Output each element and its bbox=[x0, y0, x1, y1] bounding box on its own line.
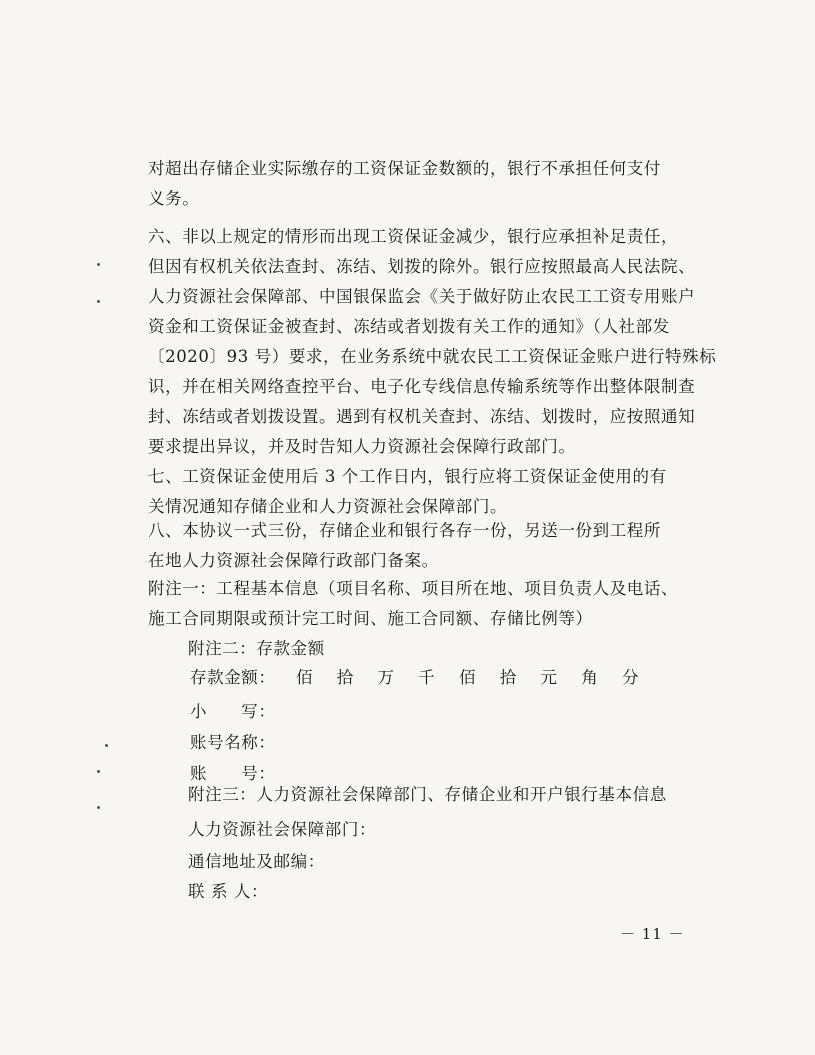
text-line: 关情况通知存储企业和人力资源社会保障部门。 bbox=[148, 497, 508, 516]
note-three-heading: 附注三：人力资源社会保障部门、存储企业和开户银行基本信息 bbox=[188, 785, 667, 804]
text-line: 七、工资保证金使用后 3 个工作日内，银行应将工资保证金使用的有 bbox=[148, 467, 667, 486]
amount-unit: 拾 bbox=[336, 668, 354, 687]
amount-unit: 万 bbox=[377, 668, 394, 687]
text-line: 附注一：工程基本信息（项目名称、项目所在地、项目负责人及电话、 bbox=[148, 579, 679, 598]
amount-unit: 佰 bbox=[459, 668, 476, 687]
text-line: 六、非以上规定的情形而出现工资保证金减少，银行应承担补足责任， bbox=[148, 227, 679, 246]
paragraph-payment-obligation bbox=[148, 154, 661, 214]
contact-label: 联 系 人： bbox=[188, 882, 269, 901]
text-line: 〔2020〕93 号）要求，在业务系统中就农民工工资保证金账户进行特殊标 bbox=[148, 347, 717, 366]
amount-unit: 拾 bbox=[499, 668, 517, 687]
amount-figures-label: 小 写： bbox=[190, 702, 276, 721]
page-number: － 11 － bbox=[620, 925, 685, 943]
account-name-label: 账号名称： bbox=[190, 733, 276, 752]
amount-unit: 分 bbox=[622, 668, 639, 687]
address-label: 通信地址及邮编： bbox=[188, 852, 325, 871]
text-line: 对超出存储企业实际缴存的工资保证金数额的，银行不承担任何支付 bbox=[148, 159, 661, 178]
text-line: 要求提出异议，并及时告知人力资源社会保障行政部门。 bbox=[148, 437, 576, 456]
scan-speck bbox=[97, 300, 100, 303]
amount-unit: 佰 bbox=[296, 668, 313, 687]
text-line: 施工合同期限或预计完工时间、施工合同额、存储比例等） bbox=[148, 609, 593, 628]
paragraph-article-six bbox=[148, 222, 716, 462]
text-line: 八、本协议一式三份，存储企业和银行各存一份，另送一份到工程所 bbox=[148, 521, 661, 540]
amount-units bbox=[296, 664, 658, 688]
account-number-label: 账 号： bbox=[190, 764, 276, 783]
hr-department-label: 人力资源社会保障部门： bbox=[188, 820, 377, 839]
scan-speck bbox=[97, 806, 100, 809]
amount-unit: 千 bbox=[418, 668, 435, 687]
text-line: 封、冻结或者划拨设置。遇到有权机关查封、冻结、划拨时，应按照通知 bbox=[148, 407, 696, 426]
text-line: 在地人力资源社会保障行政部门备案。 bbox=[148, 551, 439, 570]
note-two-heading: 附注二：存款金额 bbox=[188, 639, 325, 658]
amount-unit: 角 bbox=[581, 668, 598, 687]
scan-speck bbox=[105, 744, 108, 747]
scan-speck bbox=[97, 263, 100, 266]
text-line: 资金和工资保证金被查封、冻结或者划拨有关工作的通知》（人社部发 bbox=[148, 317, 670, 336]
text-line: 识，并在相关网络查控平台、电子化专线信息传输系统等作出整体限制查 bbox=[148, 377, 696, 396]
text-line: 但因有权机关依法查封、冻结、划拨的除外。银行应按照最高人民法院、 bbox=[148, 257, 696, 276]
scan-speck bbox=[97, 770, 100, 773]
paragraph-article-eight bbox=[148, 516, 661, 576]
paragraph-note-one bbox=[148, 574, 678, 634]
amount-unit: 元 bbox=[540, 668, 557, 687]
paragraph-article-seven bbox=[148, 462, 667, 522]
amount-label: 存款金额： bbox=[190, 668, 276, 687]
text-line: 义务。 bbox=[148, 189, 200, 208]
text-line: 人力资源社会保障部、中国银保监会《关于做好防止农民工工资专用账户 bbox=[148, 287, 696, 306]
